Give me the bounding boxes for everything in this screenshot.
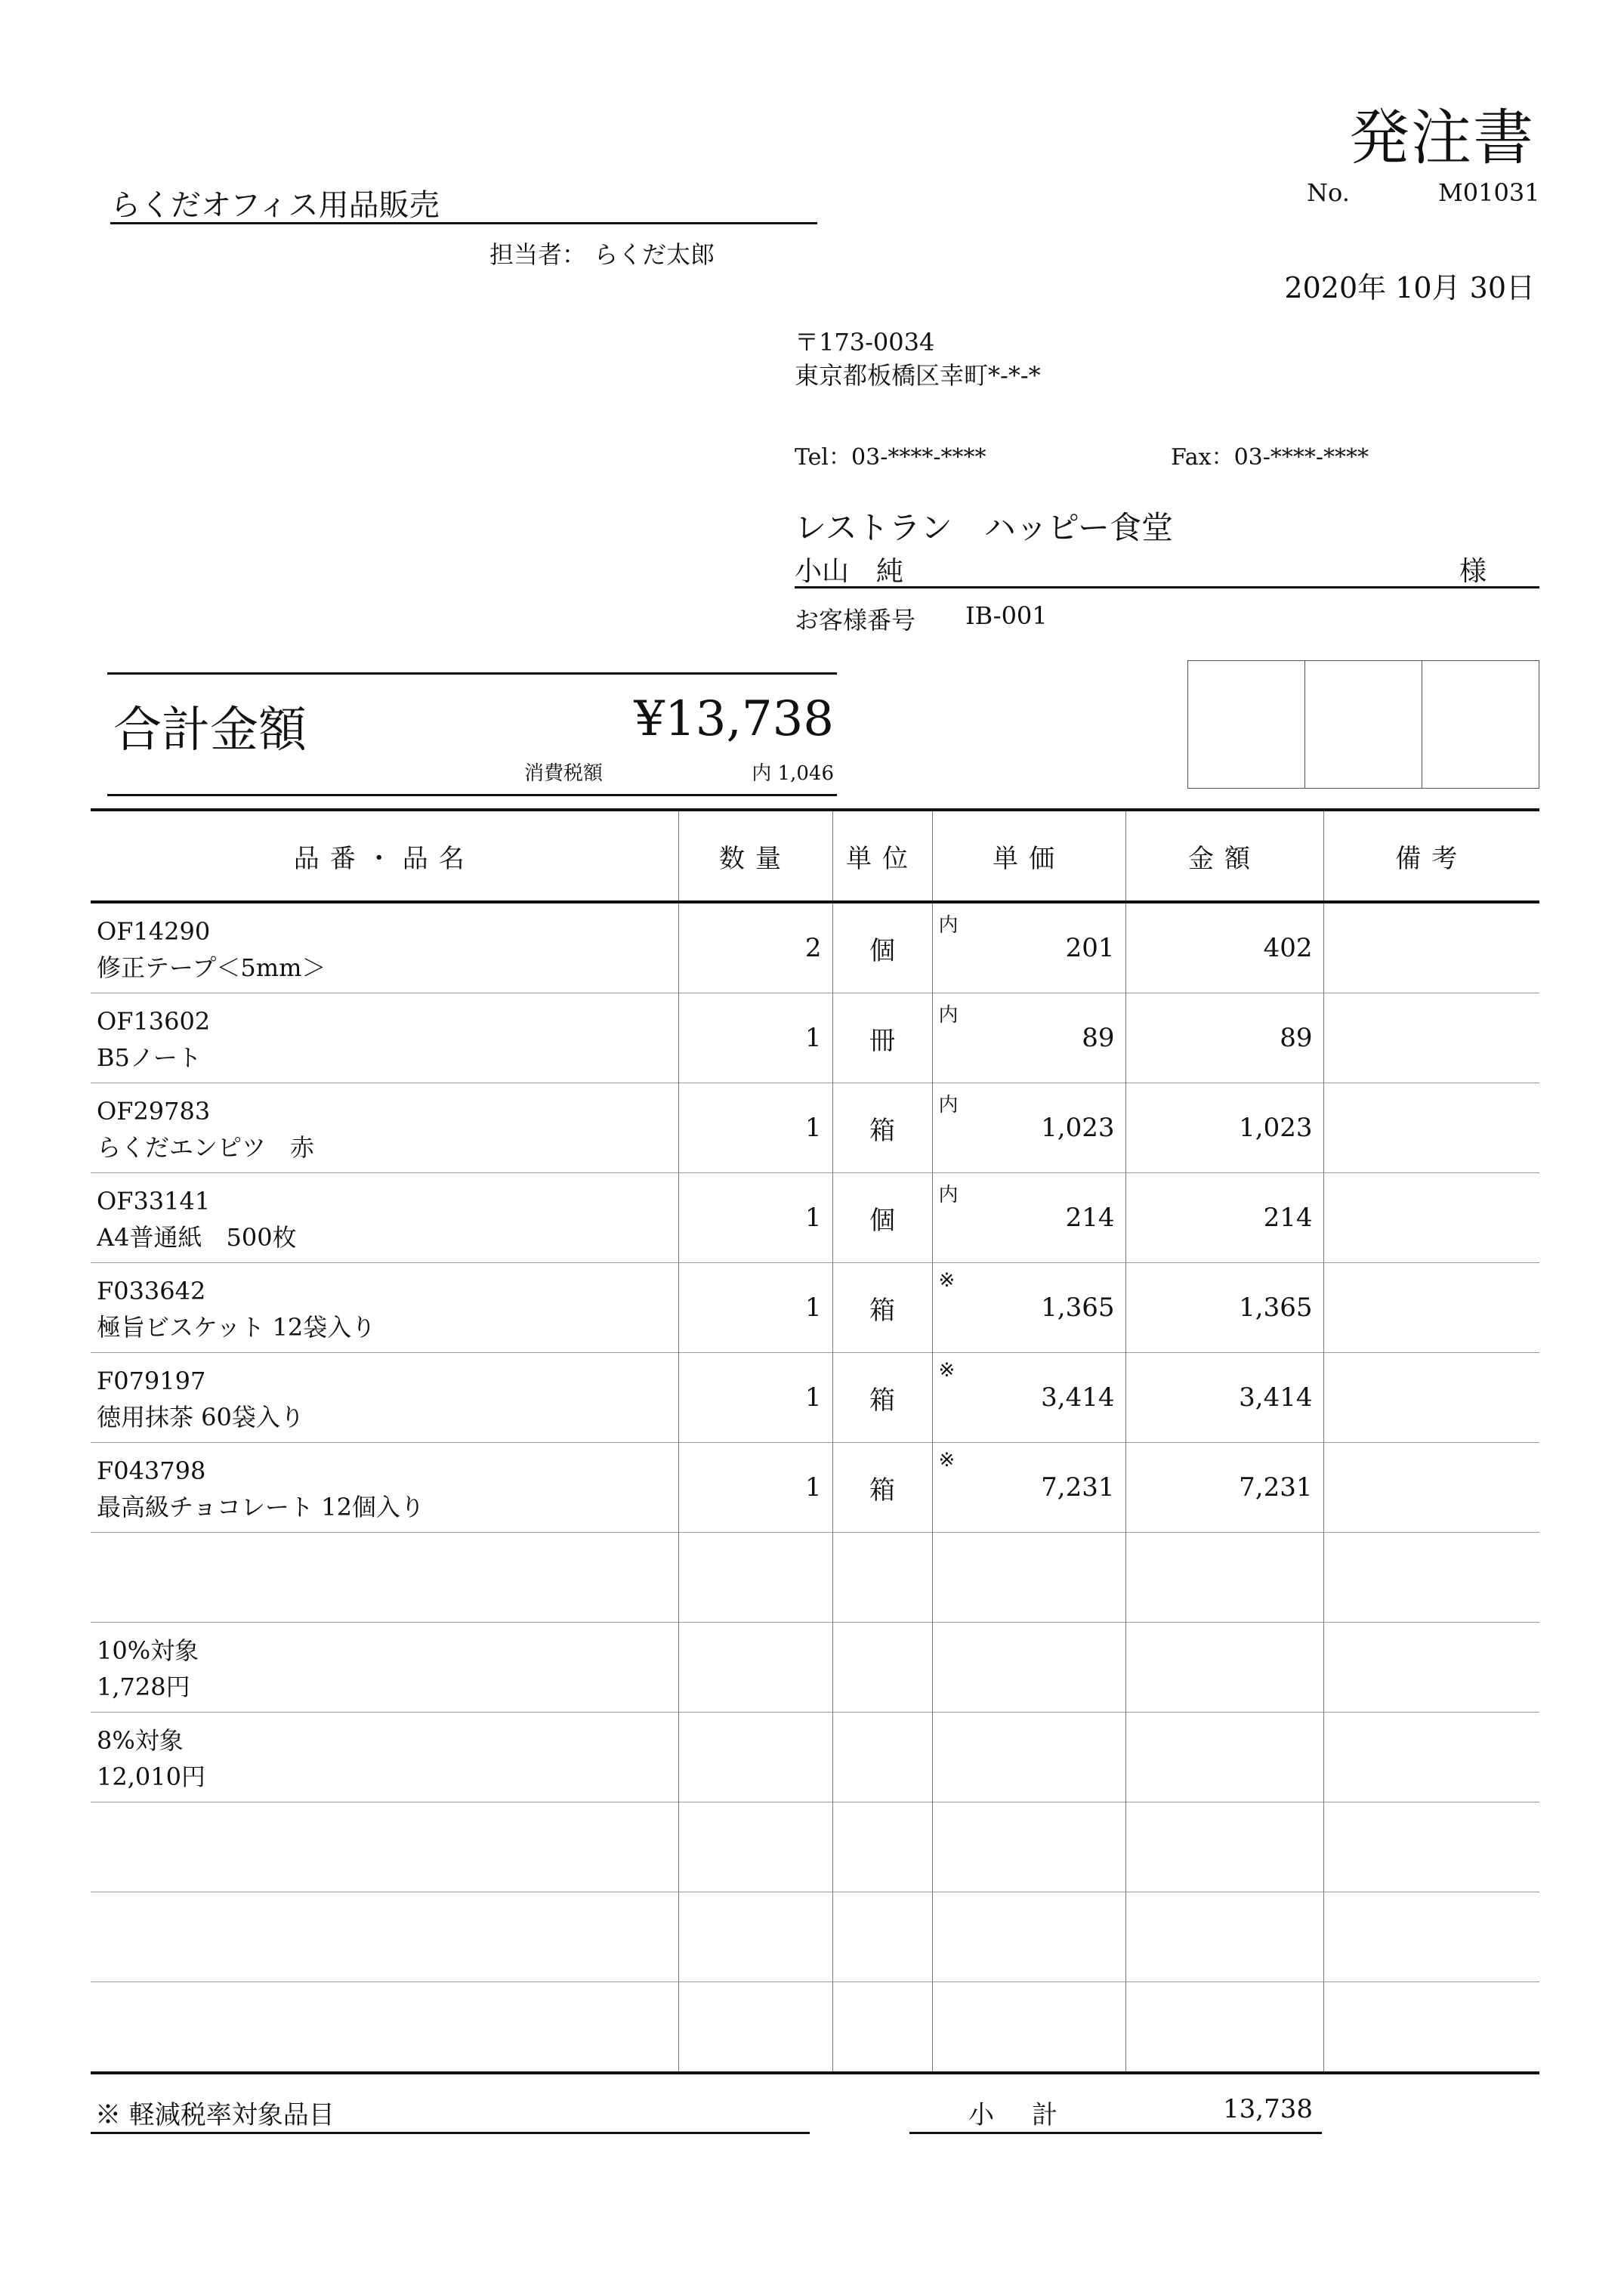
total-amount-box [107, 672, 837, 796]
item-cell [91, 993, 678, 1083]
quantity-cell [678, 1892, 832, 1982]
document-number-label: No. [1307, 178, 1350, 207]
unit-cell [832, 1533, 932, 1623]
item-cell [91, 1713, 678, 1802]
unit-price-cell [932, 1533, 1125, 1623]
table-row [91, 1533, 1539, 1623]
fax-number: Fax：03-****-**** [1171, 444, 1369, 471]
unit-cell: 箱 [832, 1443, 932, 1533]
item-cell [91, 1083, 678, 1173]
unit-price-cell [932, 1083, 1125, 1173]
item-code: OF13602 [97, 1007, 211, 1036]
amount-cell: 214 [1125, 1173, 1323, 1263]
unit-cell: 冊 [832, 993, 932, 1083]
tax-mark: ※ [938, 1359, 956, 1382]
table-row [91, 1443, 1539, 1533]
unit-cell [832, 1713, 932, 1802]
tax-mark: 内 [938, 1004, 959, 1027]
note-cell [1323, 1713, 1539, 1802]
quantity-cell [678, 1802, 832, 1892]
amount-cell [1125, 1892, 1323, 1982]
quantity-cell: 1 [678, 1443, 832, 1533]
unit-price-cell [932, 1443, 1125, 1533]
item-code: 8%対象 [97, 1726, 184, 1755]
item-name: 最高級チョコレート 12個入り [97, 1493, 425, 1521]
item-code: F033642 [97, 1277, 206, 1305]
total-amount-value: ¥13,738 [634, 691, 834, 747]
unit-cell [832, 1623, 932, 1713]
unit-price-value: 214 [1065, 1203, 1115, 1233]
column-header-price: 単価 [932, 810, 1125, 902]
amount-cell: 3,414 [1125, 1353, 1323, 1443]
amount-cell [1125, 1802, 1323, 1892]
unit-price-cell [932, 1263, 1125, 1353]
item-cell [91, 1802, 678, 1892]
item-cell [91, 1982, 678, 2074]
column-header-note: 備考 [1323, 810, 1539, 902]
unit-price-cell [932, 1713, 1125, 1802]
stamp-box [1188, 661, 1305, 788]
table-row [91, 1083, 1539, 1173]
quantity-cell: 2 [678, 902, 832, 993]
item-name: らくだエンピツ 赤 [97, 1133, 315, 1162]
customer-number: IB-001 [965, 601, 1048, 630]
note-cell [1323, 1263, 1539, 1353]
amount-cell [1125, 1713, 1323, 1802]
item-name: 1,728円 [97, 1673, 190, 1701]
tel-number: Tel：03-****-**** [795, 444, 986, 471]
address: 東京都板橋区幸町*-*-* [795, 361, 1041, 390]
item-code: 10%対象 [97, 1636, 199, 1665]
subtotal-label: 小計 [968, 2100, 1095, 2130]
amount-cell: 1,365 [1125, 1263, 1323, 1353]
item-cell [91, 1353, 678, 1443]
table-header-row [91, 810, 1539, 902]
subtotal-underline [909, 2132, 1322, 2134]
table-row [91, 902, 1539, 993]
table-row [91, 993, 1539, 1083]
table-row [91, 1713, 1539, 1802]
approval-stamp-boxes [1187, 660, 1539, 789]
unit-price-cell [932, 1802, 1125, 1892]
unit-cell: 個 [832, 1173, 932, 1263]
tax-label: 消費税額 [524, 762, 604, 785]
quantity-cell [678, 1533, 832, 1623]
note-underline [91, 2132, 810, 2134]
note-cell [1323, 1892, 1539, 1982]
customer-contact: 小山 純 [795, 556, 904, 587]
item-code: OF29783 [97, 1097, 211, 1126]
unit-price-cell [932, 1892, 1125, 1982]
note-cell [1323, 902, 1539, 993]
note-cell [1323, 1623, 1539, 1713]
document-number: M01031 [1438, 178, 1540, 207]
note-cell [1323, 1443, 1539, 1533]
item-name: 修正テープ＜5mm＞ [97, 953, 326, 982]
note-cell [1323, 1353, 1539, 1443]
stamp-box [1422, 661, 1539, 788]
table-row [91, 1982, 1539, 2074]
unit-price-value: 89 [1082, 1023, 1115, 1053]
tax-mark: ※ [938, 1269, 956, 1292]
item-code: F043798 [97, 1456, 206, 1485]
tax-mark: 内 [938, 914, 959, 937]
unit-cell: 個 [832, 902, 932, 993]
amount-cell: 1,023 [1125, 1083, 1323, 1173]
amount-cell [1125, 1982, 1323, 2074]
column-header-item: 品番・品名 [91, 810, 678, 902]
column-header-qty: 数量 [678, 810, 832, 902]
unit-cell: 箱 [832, 1083, 932, 1173]
postal-code: 〒173-0034 [795, 328, 935, 357]
amount-cell: 89 [1125, 993, 1323, 1083]
quantity-cell: 1 [678, 1173, 832, 1263]
items-table [91, 808, 1539, 2074]
item-name: 極旨ビスケット 12袋入り [97, 1313, 376, 1342]
table-row [91, 1353, 1539, 1443]
quantity-cell [678, 1982, 832, 2074]
reduced-tax-note: ※ 軽減税率対象品目 [95, 2100, 335, 2130]
unit-cell: 箱 [832, 1353, 932, 1443]
unit-price-value: 3,414 [1041, 1382, 1115, 1413]
honorific: 様 [1459, 556, 1487, 587]
unit-price-value: 7,231 [1041, 1472, 1115, 1503]
note-cell [1323, 1083, 1539, 1173]
stamp-box [1305, 661, 1422, 788]
unit-price-cell [932, 1623, 1125, 1713]
item-cell [91, 1892, 678, 1982]
quantity-cell [678, 1713, 832, 1802]
vendor-name: らくだオフィス用品販売 [110, 188, 440, 223]
unit-cell [832, 1802, 932, 1892]
table-row [91, 1173, 1539, 1263]
table-row [91, 1263, 1539, 1353]
item-cell [91, 1173, 678, 1263]
item-cell [91, 1533, 678, 1623]
unit-price-cell [932, 1353, 1125, 1443]
tax-mark: 内 [938, 1094, 959, 1117]
unit-price-cell [932, 902, 1125, 993]
item-name: 徳用抹茶 60袋入り [97, 1403, 304, 1432]
unit-price-value: 201 [1065, 933, 1115, 963]
note-cell [1323, 1802, 1539, 1892]
unit-cell [832, 1982, 932, 2074]
note-cell [1323, 1982, 1539, 2074]
tax-value: 内 1,046 [752, 762, 834, 785]
item-name: 12,010円 [97, 1762, 205, 1791]
unit-cell: 箱 [832, 1263, 932, 1353]
note-cell [1323, 1533, 1539, 1623]
quantity-cell: 1 [678, 1083, 832, 1173]
subtotal-value: 13,738 [1223, 2094, 1313, 2124]
vendor-underline [110, 222, 817, 224]
item-name: A4普通紙 500枚 [97, 1223, 297, 1252]
unit-cell [832, 1892, 932, 1982]
table-row [91, 1623, 1539, 1713]
customer-number-label: お客様番号 [795, 606, 916, 635]
quantity-cell: 1 [678, 1353, 832, 1443]
column-header-amount: 金額 [1125, 810, 1323, 902]
total-amount-label: 合計金額 [113, 703, 307, 758]
staff-name: 担当者： らくだ太郎 [489, 240, 715, 269]
table-row [91, 1892, 1539, 1982]
quantity-cell: 1 [678, 1263, 832, 1353]
amount-cell: 402 [1125, 902, 1323, 993]
column-header-unit: 単位 [832, 810, 932, 902]
item-code: F079197 [97, 1367, 206, 1395]
quantity-cell: 1 [678, 993, 832, 1083]
item-code: OF14290 [97, 917, 211, 946]
item-name: B5ノート [97, 1043, 202, 1072]
unit-price-value: 1,023 [1041, 1113, 1115, 1143]
table-row [91, 1802, 1539, 1892]
amount-cell: 7,231 [1125, 1443, 1323, 1533]
amount-cell [1125, 1533, 1323, 1623]
note-cell [1323, 993, 1539, 1083]
item-cell [91, 1443, 678, 1533]
item-cell [91, 1623, 678, 1713]
document-title: 発注書 [1349, 103, 1535, 173]
quantity-cell [678, 1623, 832, 1713]
item-code: OF33141 [97, 1187, 211, 1215]
customer-underline [795, 586, 1539, 588]
tax-mark: 内 [938, 1184, 959, 1206]
amount-cell [1125, 1623, 1323, 1713]
customer-name: レストラン ハッピー食堂 [795, 509, 1174, 546]
unit-price-cell [932, 1173, 1125, 1263]
unit-price-cell [932, 1982, 1125, 2074]
unit-price-value: 1,365 [1041, 1293, 1115, 1323]
item-cell [91, 1263, 678, 1353]
tax-mark: ※ [938, 1449, 956, 1472]
unit-price-cell [932, 993, 1125, 1083]
item-cell [91, 902, 678, 993]
document-date: 2020年 10月 30日 [1284, 271, 1535, 304]
note-cell [1323, 1173, 1539, 1263]
